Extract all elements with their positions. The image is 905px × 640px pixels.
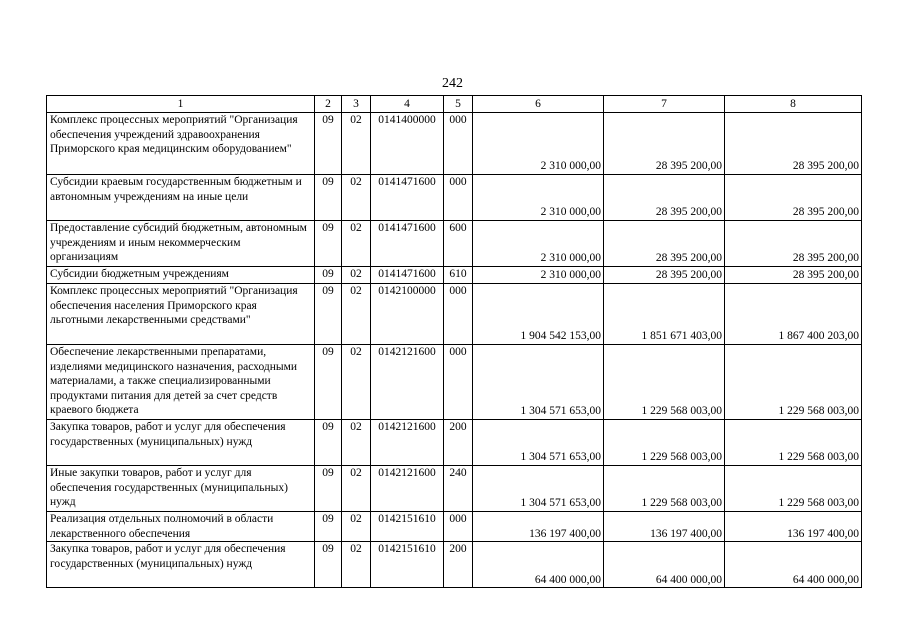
- row-name: Закупка товаров, работ и услуг для обеспечения государственных (муниципальных) нужд: [47, 542, 315, 588]
- row-amount-7: 1 229 568 003,00: [604, 345, 725, 420]
- table-header-row: [47, 96, 862, 113]
- row-name: Обеспечение лекарственными препаратами, изделиями медицинского назначения, расходными материалами, а также специализированными продуктами питания для детей за счет средств краевого бюджета: [47, 345, 315, 420]
- table-row: [47, 420, 862, 466]
- row-amount-7: 1 229 568 003,00: [604, 420, 725, 466]
- row-amount-7: 64 400 000,00: [604, 542, 725, 588]
- header-cell-1: 1: [47, 96, 315, 113]
- row-amount-6: 64 400 000,00: [473, 542, 604, 588]
- table-row: [47, 345, 862, 420]
- row-amount-8: 28 395 200,00: [725, 113, 862, 175]
- header-cell-3: 3: [342, 96, 371, 113]
- row-name: Реализация отдельных полномочий в области лекарственного обеспечения: [47, 512, 315, 542]
- row-amount-8: 28 395 200,00: [725, 267, 862, 284]
- row-amount-8: 1 229 568 003,00: [725, 345, 862, 420]
- row-expense-type: 240: [444, 466, 473, 512]
- row-target-code: 0142151610: [371, 542, 444, 588]
- row-target-code: 0141471600: [371, 221, 444, 267]
- budget-table: [46, 95, 862, 588]
- row-name: Комплекс процессных мероприятий "Организация обеспечения населения Приморского края льготными лекарственными средствами": [47, 284, 315, 345]
- header-cell-6: 6: [473, 96, 604, 113]
- row-name: Субсидии краевым государственным бюджетным и автономным учреждениям на иные цели: [47, 175, 315, 221]
- row-amount-6: 136 197 400,00: [473, 512, 604, 542]
- row-amount-7: 1 851 671 403,00: [604, 284, 725, 345]
- row-amount-8: 28 395 200,00: [725, 175, 862, 221]
- row-amount-8: 1 229 568 003,00: [725, 466, 862, 512]
- row-subsection: 02: [342, 175, 371, 221]
- table-row: [47, 221, 862, 267]
- page-number: 242: [442, 76, 463, 91]
- row-section: 09: [315, 542, 342, 588]
- row-amount-7: 136 197 400,00: [604, 512, 725, 542]
- table-row: [47, 113, 862, 175]
- row-target-code: 0142121600: [371, 420, 444, 466]
- row-section: 09: [315, 420, 342, 466]
- row-section: 09: [315, 113, 342, 175]
- table-row: [47, 284, 862, 345]
- header-cell-5: 5: [444, 96, 473, 113]
- row-amount-6: 2 310 000,00: [473, 113, 604, 175]
- row-amount-7: 1 229 568 003,00: [604, 466, 725, 512]
- row-subsection: 02: [342, 420, 371, 466]
- row-amount-6: 2 310 000,00: [473, 175, 604, 221]
- row-subsection: 02: [342, 512, 371, 542]
- row-subsection: 02: [342, 267, 371, 284]
- row-subsection: 02: [342, 284, 371, 345]
- table-row: [47, 466, 862, 512]
- row-expense-type: 610: [444, 267, 473, 284]
- row-amount-8: 136 197 400,00: [725, 512, 862, 542]
- row-amount-7: 28 395 200,00: [604, 221, 725, 267]
- row-name: Комплекс процессных мероприятий "Организация обеспечения учреждений здравоохранения Приморского края медицинским оборудованием": [47, 113, 315, 175]
- row-amount-8: 1 867 400 203,00: [725, 284, 862, 345]
- row-amount-8: 64 400 000,00: [725, 542, 862, 588]
- row-amount-6: 1 304 571 653,00: [473, 345, 604, 420]
- row-name: Предоставление субсидий бюджетным, автономным учреждениям и иным некоммерческим организациям: [47, 221, 315, 267]
- row-section: 09: [315, 466, 342, 512]
- row-section: 09: [315, 175, 342, 221]
- row-subsection: 02: [342, 542, 371, 588]
- header-cell-7: 7: [604, 96, 725, 113]
- row-target-code: 0141471600: [371, 267, 444, 284]
- row-section: 09: [315, 345, 342, 420]
- row-expense-type: 000: [444, 512, 473, 542]
- row-subsection: 02: [342, 221, 371, 267]
- table-row: [47, 512, 862, 542]
- row-section: 09: [315, 512, 342, 542]
- row-target-code: 0141400000: [371, 113, 444, 175]
- row-expense-type: 200: [444, 542, 473, 588]
- row-amount-7: 28 395 200,00: [604, 175, 725, 221]
- row-target-code: 0142151610: [371, 512, 444, 542]
- row-amount-7: 28 395 200,00: [604, 113, 725, 175]
- header-cell-2: 2: [315, 96, 342, 113]
- table-row: [47, 267, 862, 284]
- row-expense-type: 000: [444, 175, 473, 221]
- header-cell-4: 4: [371, 96, 444, 113]
- row-target-code: 0141471600: [371, 175, 444, 221]
- header-cell-8: 8: [725, 96, 862, 113]
- row-subsection: 02: [342, 345, 371, 420]
- row-section: 09: [315, 267, 342, 284]
- row-name: Закупка товаров, работ и услуг для обеспечения государственных (муниципальных) нужд: [47, 420, 315, 466]
- table-row: [47, 542, 862, 588]
- row-amount-6: 2 310 000,00: [473, 267, 604, 284]
- row-subsection: 02: [342, 113, 371, 175]
- row-subsection: 02: [342, 466, 371, 512]
- table-row: [47, 175, 862, 221]
- row-expense-type: 200: [444, 420, 473, 466]
- row-amount-6: 1 904 542 153,00: [473, 284, 604, 345]
- row-amount-8: 28 395 200,00: [725, 221, 862, 267]
- row-amount-6: 2 310 000,00: [473, 221, 604, 267]
- row-expense-type: 000: [444, 113, 473, 175]
- row-name: Иные закупки товаров, работ и услуг для обеспечения государственных (муниципальных) нужд: [47, 466, 315, 512]
- row-target-code: 0142100000: [371, 284, 444, 345]
- row-expense-type: 000: [444, 284, 473, 345]
- row-name: Субсидии бюджетным учреждениям: [47, 267, 315, 284]
- row-target-code: 0142121600: [371, 466, 444, 512]
- row-section: 09: [315, 284, 342, 345]
- row-target-code: 0142121600: [371, 345, 444, 420]
- row-section: 09: [315, 221, 342, 267]
- row-amount-7: 28 395 200,00: [604, 267, 725, 284]
- row-amount-6: 1 304 571 653,00: [473, 420, 604, 466]
- row-amount-8: 1 229 568 003,00: [725, 420, 862, 466]
- row-expense-type: 000: [444, 345, 473, 420]
- row-amount-6: 1 304 571 653,00: [473, 466, 604, 512]
- row-expense-type: 600: [444, 221, 473, 267]
